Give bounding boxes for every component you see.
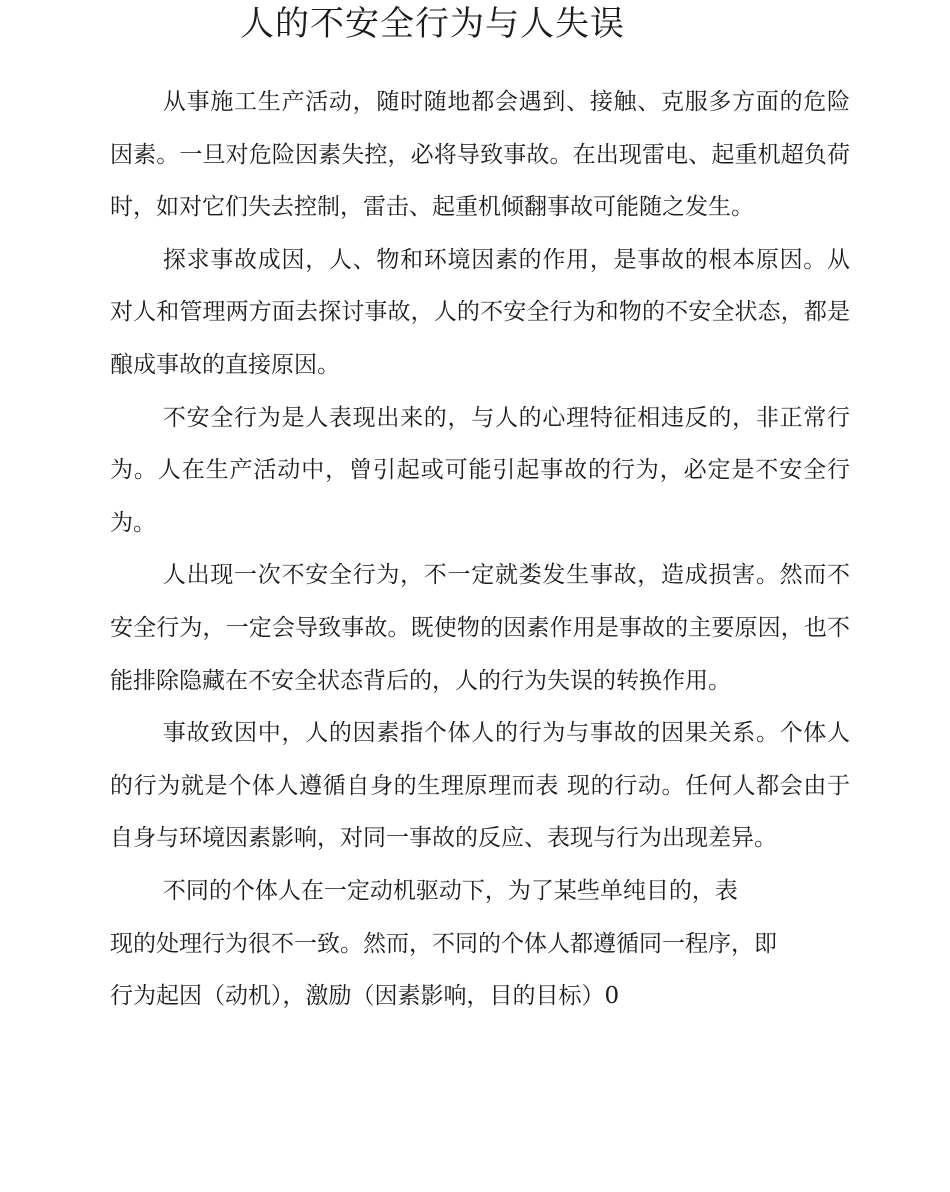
document-body [110,76,850,1023]
paragraph-3: 不安全行为是人表现出来的，与人的心理特征相违反的，非正常行为。人在生产活动中，曾引起或可能引起事故的行为，必定是不安全行为。 [110,404,850,536]
paragraph-1: 从事施工生产活动，随时随地都会遇到、接触、克服多方面的危险因素。一旦对危险因素失控，必将导致事故。在出现雷电、起重机超负荷时，如对它们失去控制，雷击、起重机倾翻事故可能随之发生。 [110,89,850,221]
paragraph-6-line-3: 行为起因（动机），激励（因素影响，目的目标）0 [110,983,620,1010]
paragraph-2: 探求事故成因，人、物和环境因素的作用，是事故的根本原因。从对人和管理两方面去探讨事故，人的不安全行为和物的不安全状态，都是酿成事故的直接原因。 [110,246,850,378]
paragraph-6-line-2: 现的处理行为很不一致。然而，不同的个体人都遵循同一程序，即 [110,930,777,957]
paragraph-6 [110,865,850,1023]
document-title: 人的不安全行为与人失误 [240,4,625,44]
paragraph-5: 事故致因中，人的因素指个体人的行为与事故的因果关系。个体人的行为就是个体人遵循自身的生理原理而表 现的行动。任何人都会由于自身与环境因素影响，对同一事故的反应、表现与行为出现差异。 [110,720,850,852]
paragraph-4: 人出现一次不安全行为，不一定就娄发生事故，造成损害。然而不安全行为，一定会导致事故。既使物的因素作用是事故的主要原因，也不能排除隐藏在不安全状态背后的，人的行为失误的转换作用。 [110,562,850,694]
paragraph-6-line-1: 不同的个体人在一定动机驱动下，为了某些单纯目的，表 [162,877,738,904]
